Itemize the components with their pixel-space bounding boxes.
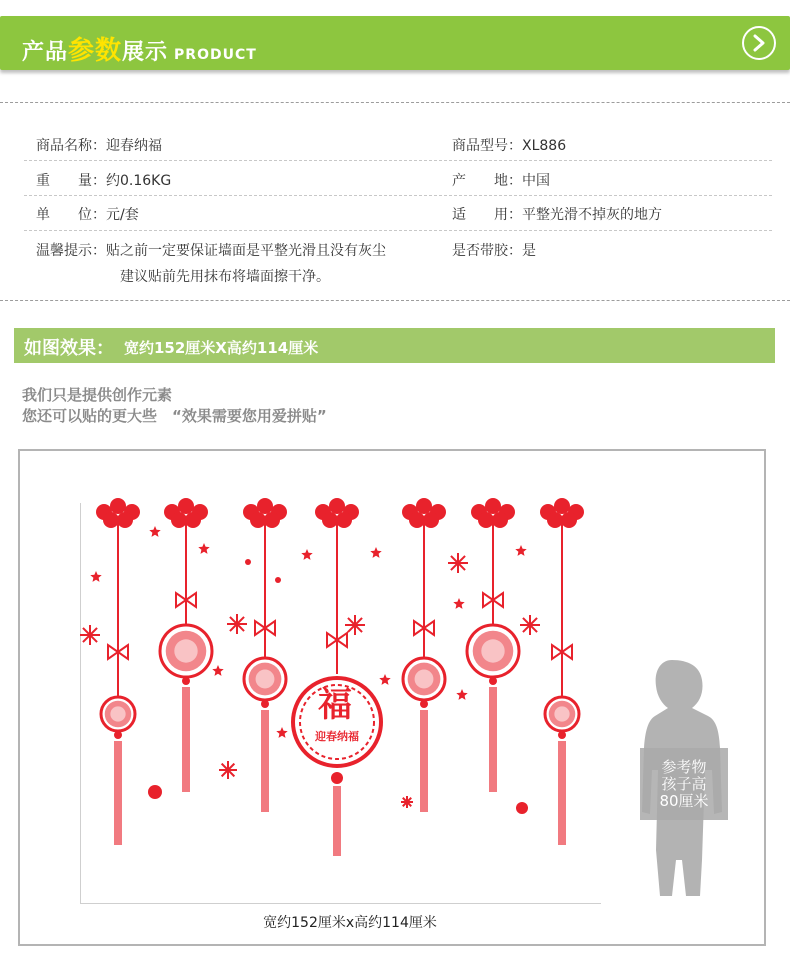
knot-petal (554, 498, 570, 514)
red-lantern-decoration (80, 498, 584, 856)
knot-petal (409, 512, 425, 528)
knot-petal (336, 512, 352, 528)
burst-ray (355, 618, 362, 625)
burst-ray (523, 618, 530, 625)
reference-label-line1: 参考物 (661, 758, 707, 776)
burst-ray (83, 628, 90, 635)
star-decoration (456, 689, 467, 700)
title-part2: 展示 (122, 40, 169, 65)
spec-value: 平整光滑不掉灰的地方 (522, 207, 662, 223)
burst-ray (451, 563, 458, 570)
knot-petal (257, 498, 273, 514)
tassel-knot (114, 731, 122, 739)
star-decoration (149, 526, 160, 537)
dot-decoration (245, 559, 251, 565)
tassel-knot (558, 731, 566, 739)
title-english: PRODUCT (174, 47, 257, 63)
reference-label-line3: 80厘米 (659, 792, 709, 810)
spec-value: 贴之前一定要保证墙面是平整光滑且没有灰尘 (106, 243, 386, 259)
knot-petal (171, 512, 187, 528)
spec-label: 商品型号： (452, 138, 522, 154)
effect-title: 如图效果： (24, 338, 114, 359)
burst-ray (523, 625, 530, 632)
star-decoration (198, 543, 209, 554)
burst-ray (230, 617, 237, 624)
title-highlight: 参数 (68, 36, 123, 66)
spec-value: 元/套 (106, 207, 139, 223)
spec-tip-line2: 建议贴前先用抹布将墙面擦干净。 (120, 269, 330, 285)
lantern-pattern (174, 639, 197, 662)
lantern-pattern (110, 706, 125, 721)
fu-subtitle: 迎春纳福 (315, 730, 359, 743)
star-decoration (370, 547, 381, 558)
tassel (333, 786, 341, 856)
knot-petal (110, 498, 126, 514)
spec-label: 单 位： (36, 207, 106, 223)
tassel (489, 687, 497, 792)
burst-ray (348, 618, 355, 625)
knot-petal (185, 512, 201, 528)
burst-ray (530, 618, 537, 625)
dot-decoration (275, 577, 281, 583)
knot-petal (117, 512, 133, 528)
knot-petal (485, 498, 501, 514)
burst-ray (348, 625, 355, 632)
burst-ray (90, 635, 97, 642)
burst-ray (230, 624, 237, 631)
knot-petal (264, 512, 280, 528)
knot-petal (329, 498, 345, 514)
spec-label: 是否带胶： (452, 243, 522, 259)
knot-petal (103, 512, 119, 528)
reference-label-line2: 孩子高 (661, 775, 707, 793)
burst-ray (451, 556, 458, 563)
tassel (558, 741, 566, 845)
spec-value: 是 (522, 243, 536, 259)
spec-label: 重 量： (36, 173, 106, 189)
star-decoration (453, 598, 464, 609)
burst-ray (90, 628, 97, 635)
lantern-pattern (554, 706, 569, 721)
knot-petal (250, 512, 266, 528)
star-decoration (379, 674, 390, 685)
spec-value: 迎春纳福 (106, 138, 162, 154)
tassel-knot (182, 677, 190, 685)
knot-petal (322, 512, 338, 528)
tassel (182, 687, 190, 792)
tassel (261, 710, 269, 812)
note-line1: 我们只是提供创作元素 (22, 386, 173, 404)
title-part1: 产品 (22, 40, 69, 65)
star-decoration (90, 571, 101, 582)
knot-petal (547, 512, 563, 528)
spec-value: 中国 (522, 173, 550, 189)
fu-character: 福 (318, 685, 352, 725)
effect-size: 宽约152厘米X高约114厘米 (124, 339, 319, 357)
tassel-knot (420, 700, 428, 708)
lantern-pattern (415, 670, 434, 689)
burst-ray (237, 617, 244, 624)
tassel-knot (261, 700, 269, 708)
tassel-knot (331, 772, 343, 784)
knot-petal (423, 512, 439, 528)
star-decoration (515, 545, 526, 556)
knot-petal (178, 498, 194, 514)
tassel-knot (489, 677, 497, 685)
image-caption: 宽约152厘米x高约114厘米 (263, 915, 437, 931)
lantern-pattern (481, 639, 504, 662)
spec-label: 商品名称： (36, 138, 106, 154)
dot-decoration (516, 802, 528, 814)
burst-ray (237, 624, 244, 631)
reference-label (642, 759, 726, 810)
burst-ray (83, 635, 90, 642)
spec-value: XL886 (522, 138, 567, 154)
star-decoration (301, 549, 312, 560)
star-decoration (276, 727, 287, 738)
knot-petal (416, 498, 432, 514)
burst-ray (458, 563, 465, 570)
lantern-pattern (256, 670, 275, 689)
dot-decoration (148, 785, 162, 799)
burst-ray (530, 625, 537, 632)
spec-label: 适 用： (452, 207, 522, 223)
tassel (420, 710, 428, 812)
knot-petal (478, 512, 494, 528)
spec-value: 约0.16KG (106, 173, 172, 189)
spec-label: 产 地： (452, 173, 522, 189)
burst-ray (458, 556, 465, 563)
knot-petal (492, 512, 508, 528)
note-line2: 您还可以贴的更大些 “效果需要您用爱拼贴” (22, 407, 327, 425)
burst-ray (355, 625, 362, 632)
knot-petal (561, 512, 577, 528)
tassel (114, 741, 122, 845)
star-decoration (212, 665, 223, 676)
spec-label: 温馨提示： (36, 243, 106, 259)
